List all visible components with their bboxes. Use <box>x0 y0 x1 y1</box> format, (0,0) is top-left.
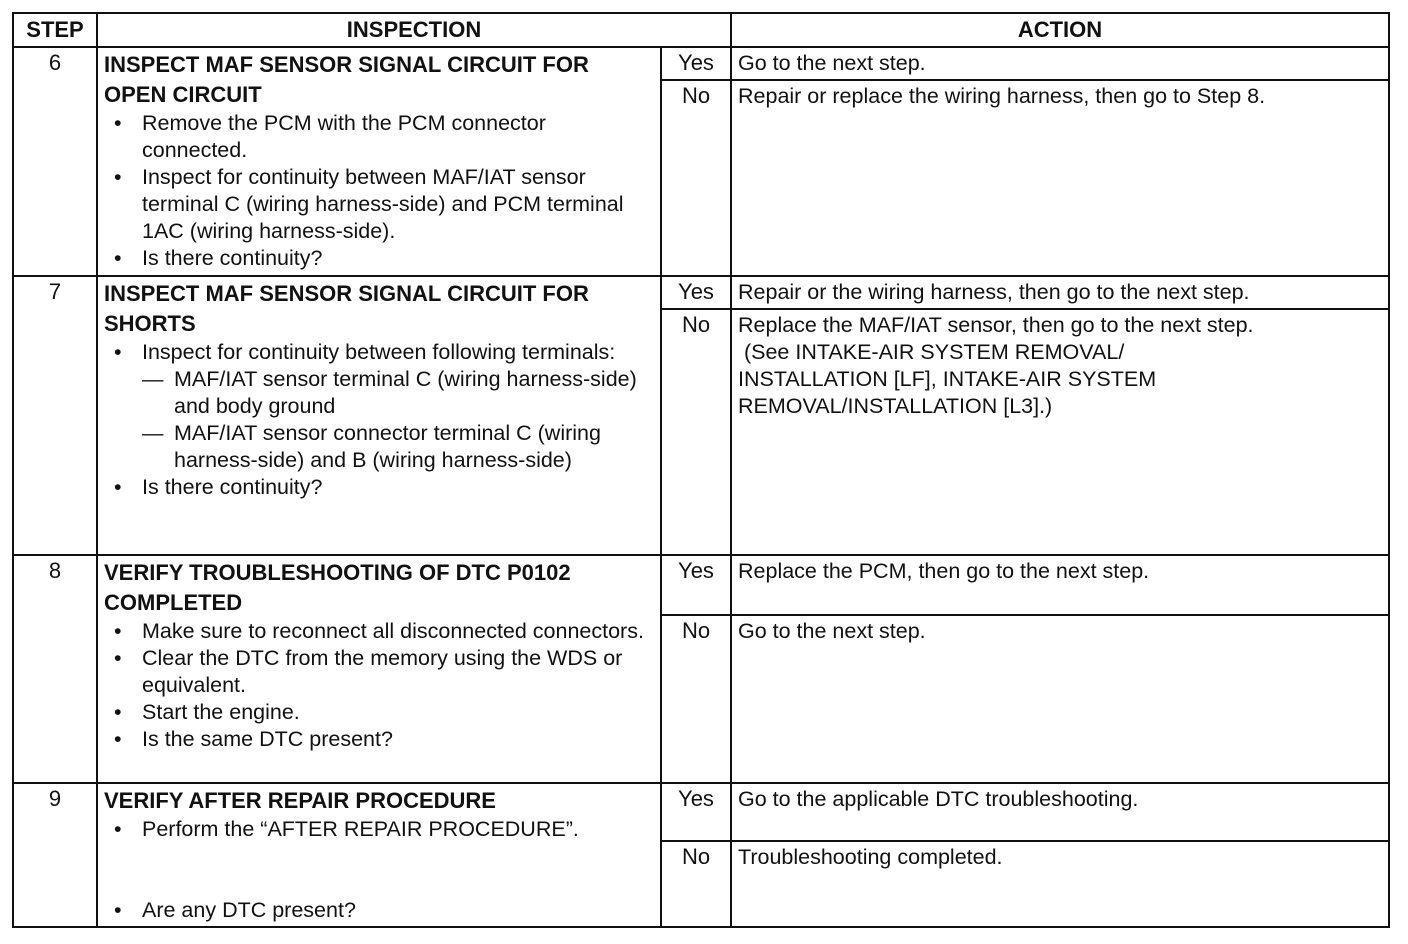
step-8-yes-row <box>13 555 1389 615</box>
step-number: 8 <box>13 555 97 783</box>
yes-label: Yes <box>661 783 731 841</box>
sub-item-text: MAF/IAT sensor terminal C (wiring harness-side) and body ground <box>174 367 637 418</box>
step-title: VERIFY TROUBLESHOOTING OF DTC P0102 COMPLETED <box>104 560 571 615</box>
yes-action: Go to the applicable DTC troubleshooting. <box>731 783 1389 841</box>
bullet-item: • Are any DTC present? <box>104 897 654 924</box>
header-inspection: INSPECTION <box>97 13 731 47</box>
no-action: Repair or replace the wiring harness, then go to Step 8. <box>731 80 1389 276</box>
yes-action: Replace the PCM, then go to the next step. <box>731 555 1389 615</box>
step-6-yes-row <box>13 47 1389 80</box>
no-label: No <box>661 615 731 783</box>
header-action: ACTION <box>731 13 1389 47</box>
yes-action: Go to the next step. <box>731 47 1389 80</box>
troubleshooting-table <box>12 12 1390 928</box>
no-action-line: Replace the MAF/IAT sensor, then go to the next step. <box>738 313 1254 337</box>
step-6-inspection <box>97 47 661 276</box>
header-step: STEP <box>13 13 97 47</box>
no-action: Go to the next step. <box>731 615 1389 783</box>
yes-label: Yes <box>661 47 731 80</box>
bullet-item: • Make sure to reconnect all disconnected connectors. <box>104 618 654 645</box>
dash-mark: — <box>142 367 164 391</box>
bullet-item: • Inspect for continuity between following terminals: <box>104 339 654 366</box>
step-8-inspection <box>97 555 661 783</box>
bullet-item: • Perform the “AFTER REPAIR PROCEDURE”. <box>104 816 654 843</box>
table-header-row <box>13 13 1389 47</box>
sub-item-text: MAF/IAT sensor connector terminal C (wiring harness-side) and B (wiring harness-side) <box>174 421 601 472</box>
step-title: VERIFY AFTER REPAIR PROCEDURE <box>104 788 496 813</box>
no-label: No <box>661 80 731 276</box>
no-action-line: REMOVAL/INSTALLATION [L3].) <box>738 394 1053 418</box>
yes-label: Yes <box>661 555 731 615</box>
yes-label: Yes <box>661 276 731 309</box>
spacer <box>104 843 654 897</box>
no-label: No <box>661 841 731 927</box>
step-9-inspection <box>97 783 661 927</box>
step-number: 9 <box>13 783 97 927</box>
bullet-item: • Is there continuity? <box>104 474 654 501</box>
sub-item <box>104 366 654 420</box>
sub-item <box>104 420 654 474</box>
no-action-line: INSTALLATION [LF], INTAKE-AIR SYSTEM <box>738 367 1157 391</box>
step-7-yes-row <box>13 276 1389 309</box>
dash-mark: — <box>142 421 164 445</box>
bullet-item: • Remove the PCM with the PCM connector connected. <box>104 110 654 164</box>
bullet-item: • Is the same DTC present? <box>104 726 654 753</box>
bullet-item: • Inspect for continuity between MAF/IAT sensor terminal C (wiring harness-side) and PCM terminal 1AC (wiring harness-side). <box>104 164 654 245</box>
no-action <box>731 309 1389 555</box>
bullet-item: • Clear the DTC from the memory using the WDS or equivalent. <box>104 645 654 699</box>
step-number: 7 <box>13 276 97 555</box>
no-label: No <box>661 309 731 555</box>
yes-action: Repair or the wiring harness, then go to the next step. <box>731 276 1389 309</box>
step-title: INSPECT MAF SENSOR SIGNAL CIRCUIT FOR SHORTS <box>104 281 589 336</box>
step-9-yes-row <box>13 783 1389 841</box>
step-7-inspection <box>97 276 661 555</box>
no-action-line: (See INTAKE-AIR SYSTEM REMOVAL/ <box>738 340 1125 364</box>
bullet-item: • Start the engine. <box>104 699 654 726</box>
step-title: INSPECT MAF SENSOR SIGNAL CIRCUIT FOR OPEN CIRCUIT <box>104 52 589 107</box>
step-number: 6 <box>13 47 97 276</box>
bullet-item: • Is there continuity? <box>104 245 654 272</box>
no-action: Troubleshooting completed. <box>731 841 1389 927</box>
